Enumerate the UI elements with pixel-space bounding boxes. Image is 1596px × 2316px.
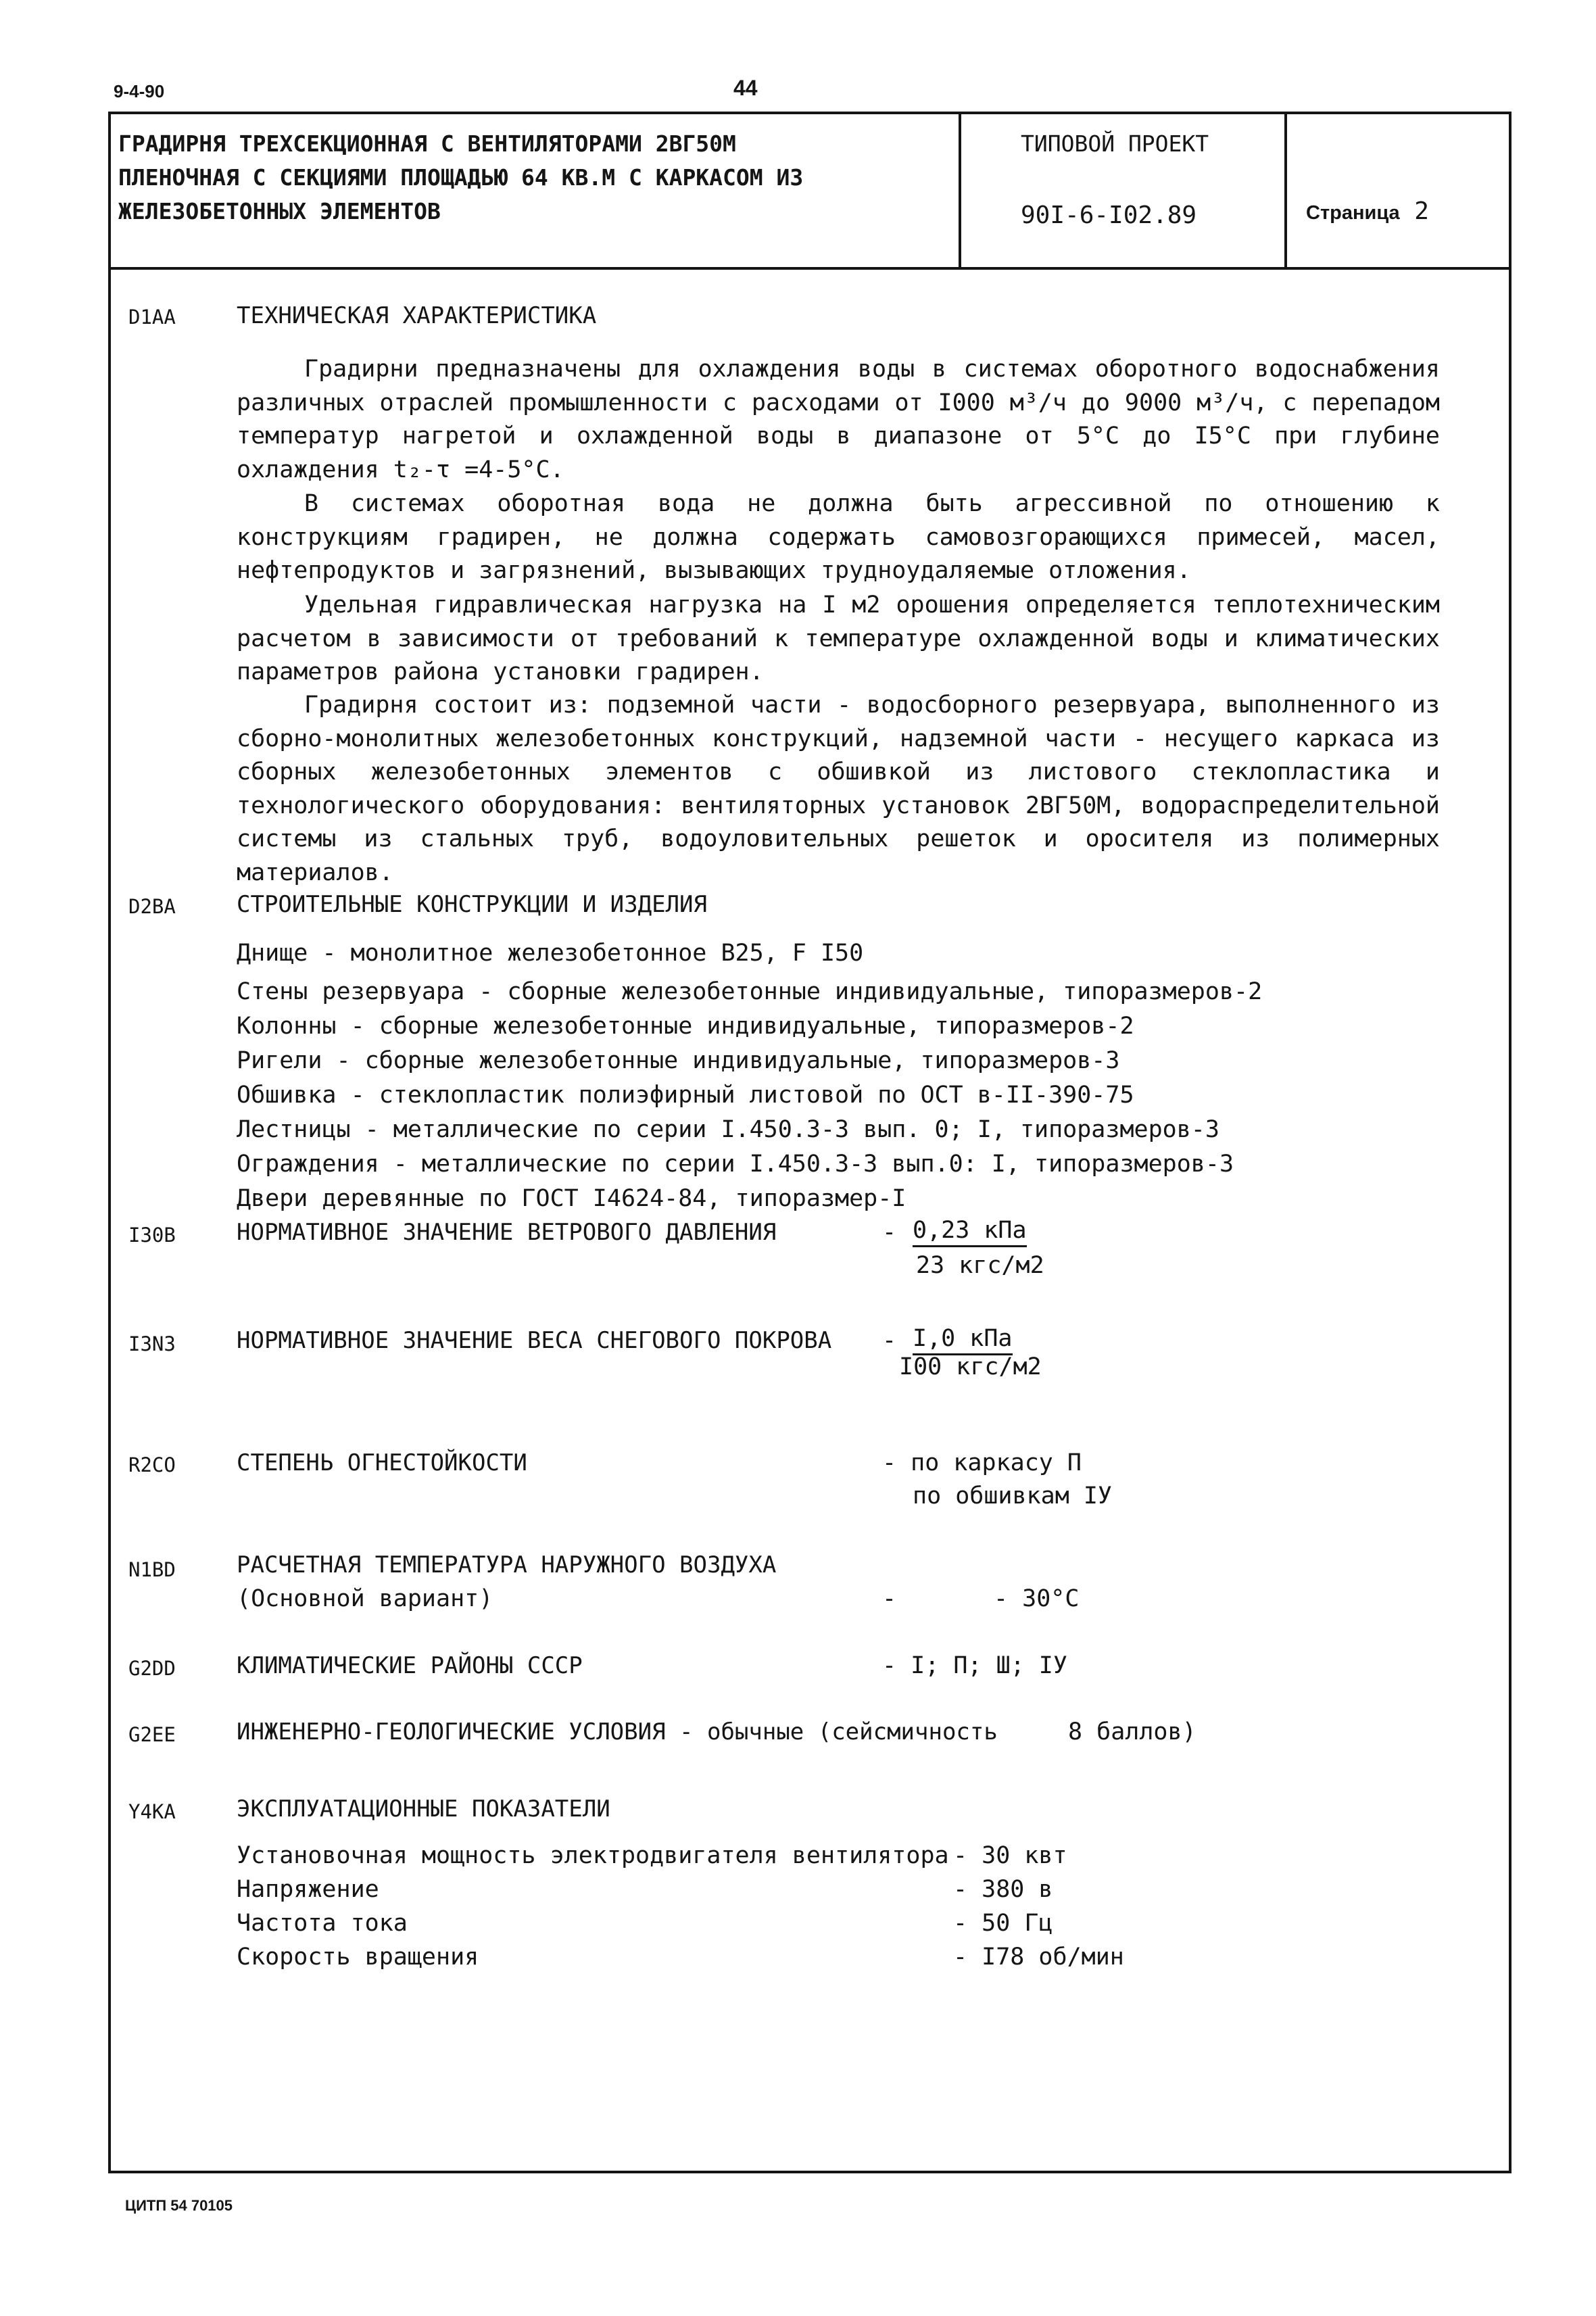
section-code: I3N3 (128, 1332, 176, 1355)
section-code: G2EE (128, 1723, 176, 1746)
list-item: Обшивка - стеклопластик полиэфирный листовой по ОСТ в-II-390-75 (237, 1082, 1134, 1109)
paragraph: В системах оборотная вода не должна быть агрессивной по отношению к конструкциям градирен, не должна содержать самовозгорающихся примесей, масел, нефтепродуктов и загрязнений, вызывающих трудноудаляемые отложения. (237, 490, 1440, 584)
list-item: Лестницы - металлические по серии I.450.3-3 вып. 0; I, типоразмеров-3 (237, 1116, 1219, 1143)
section-label: КЛИМАТИЧЕСКИЕ РАЙОНЫ СССР (237, 1652, 583, 1679)
value: 8 баллов) (1068, 1718, 1196, 1745)
title-block-separator-1 (959, 112, 961, 268)
value-line: по обшивкам IУ (913, 1482, 1113, 1510)
title-line-1: ГРАДИРНЯ ТРЕХСЕКЦИОННАЯ С ВЕНТИЛЯТОРАМИ 2ВГ50М (118, 130, 736, 157)
section-label: НОРМАТИВНОЕ ЗНАЧЕНИЕ ВЕСА СНЕГОВОГО ПОКРОВА (237, 1327, 832, 1354)
operation-label: Частота тока (237, 1910, 408, 1937)
dash: - (882, 1585, 897, 1612)
section-code: Y4KA (128, 1800, 176, 1823)
operation-label: Установочная мощность электродвигателя вентилятора (237, 1842, 949, 1869)
section-label: НОРМАТИВНОЕ ЗНАЧЕНИЕ ВЕТРОВОГО ДАВЛЕНИЯ (237, 1219, 777, 1246)
paragraph: Градирня состоит из: подземной части - водосборного резервуара, выполненного из сборно-монолитных железобетонных конструкций, надземной части - несущего каркаса из сборных железобетонных элементов с обшивкой из листового стеклопластика и технологического оборудования: вентиляторных установок 2ВГ50М, водораспределительной системы из стальных труб, водоуловительных решеток и оросителя из полимерных материалов. (237, 692, 1440, 886)
sheet-cell (1306, 197, 1429, 225)
list-item: Днище - монолитное железобетонное В25, F I50 (237, 940, 864, 967)
paragraph: Удельная гидравлическая нагрузка на I м2 орошения определяется теплотехническим расчетом в зависимости от требований к температуре охлажденной воды и климатических параметров района установки градирен. (237, 592, 1440, 685)
page-number: 44 (733, 76, 758, 100)
section-code: D2BA (128, 895, 176, 918)
bottom-code: ЦИТП 54 70105 (125, 2197, 233, 2214)
title-block-divider (108, 267, 1512, 270)
paragraph: Градирни предназначены для охлаждения воды в системах оборотного водоснабжения различных отраслей промышленности с расходами от I000 м³/ч до 9000 м³/ч, с перепадом температур нагретой и охлажденной воды в диапазоне от 5°С до I5°С при глубине охлаждения t₂-τ =4-5°С. (237, 356, 1440, 483)
section-code: G2DD (128, 1657, 176, 1680)
section-code: I30B (128, 1224, 176, 1247)
sheet-number: 2 (1414, 197, 1429, 225)
operation-value: - 30 квт (953, 1842, 1067, 1869)
section-label: СТЕПЕНЬ ОГНЕСТОЙКОСТИ (237, 1449, 527, 1476)
constructions-list (237, 936, 1262, 1216)
section-label: РАСЧЕТНАЯ ТЕМПЕРАТУРА НАРУЖНОГО ВОЗДУХА (237, 1551, 777, 1578)
top-left-code: 9-4-90 (114, 81, 165, 101)
operation-label: Скорость вращения (237, 1944, 479, 1971)
section-code: D1AA (128, 306, 176, 329)
operation-value: - I78 об/мин (953, 1944, 1124, 1971)
list-item: Колонны - сборные железобетонные индивидуальные, типоразмеров-2 (237, 1013, 1134, 1040)
title-line-3: ЖЕЛЕЗОБЕТОННЫХ ЭЛЕМЕНТОВ (118, 198, 441, 224)
section-code: N1BD (128, 1558, 176, 1581)
list-item: Стены резервуара - сборные железобетонные индивидуальные, типоразмеров-2 (237, 978, 1263, 1005)
value-numerator: I,0 кПа (913, 1325, 1013, 1355)
value-denominator: 23 кгс/м2 (916, 1252, 1044, 1279)
project-number: 90I-6-I02.89 (1021, 201, 1197, 229)
section-code: R2CO (128, 1453, 176, 1476)
dash: - (882, 1327, 897, 1354)
value-numerator: 0,23 кПа (913, 1217, 1027, 1247)
project-type-label: ТИПОВОЙ ПРОЕКТ (1021, 130, 1209, 157)
title-line-2: ПЛЕНОЧНАЯ С СЕКЦИЯМИ ПЛОЩАДЬЮ 64 КВ.М С КАРКАСОМ ИЗ (118, 164, 804, 191)
operation-value: - 380 в (953, 1876, 1053, 1903)
dash: - (882, 1219, 897, 1246)
title-block-separator-2 (1284, 112, 1287, 268)
section-heading: СТРОИТЕЛЬНЫЕ КОНСТРУКЦИИ И ИЗДЕЛИЯ (237, 891, 707, 918)
section-label-sub: (Основной вариант) (237, 1585, 493, 1612)
list-item: Ригели - сборные железобетонные индивидуальные, типоразмеров-3 (237, 1047, 1120, 1074)
value-denominator: I00 кгс/м2 (899, 1353, 1042, 1380)
operation-label: Напряжение (237, 1876, 379, 1903)
sheet-label: Страница (1306, 202, 1400, 224)
list-item: Ограждения - металлические по серии I.450.3-3 вып.0: I, типоразмеров-3 (237, 1151, 1234, 1178)
value-line: - по каркасу П (882, 1449, 1082, 1476)
operation-value: - 50 Гц (953, 1910, 1053, 1937)
section-label: ИНЖЕНЕРНО-ГЕОЛОГИЧЕСКИЕ УСЛОВИЯ - обычные (сейсмичность (237, 1718, 998, 1745)
section-heading: ЭКСПЛУАТАЦИОННЫЕ ПОКАЗАТЕЛИ (237, 1795, 610, 1823)
section-heading: ТЕХНИЧЕСКАЯ ХАРАКТЕРИСТИКА (237, 302, 597, 329)
value: - 30°С (994, 1585, 1080, 1612)
list-item: Двери деревянные по ГОСТ I4624-84, типоразмер-I (237, 1185, 906, 1212)
value: - I; П; Ш; IУ (882, 1652, 1067, 1679)
